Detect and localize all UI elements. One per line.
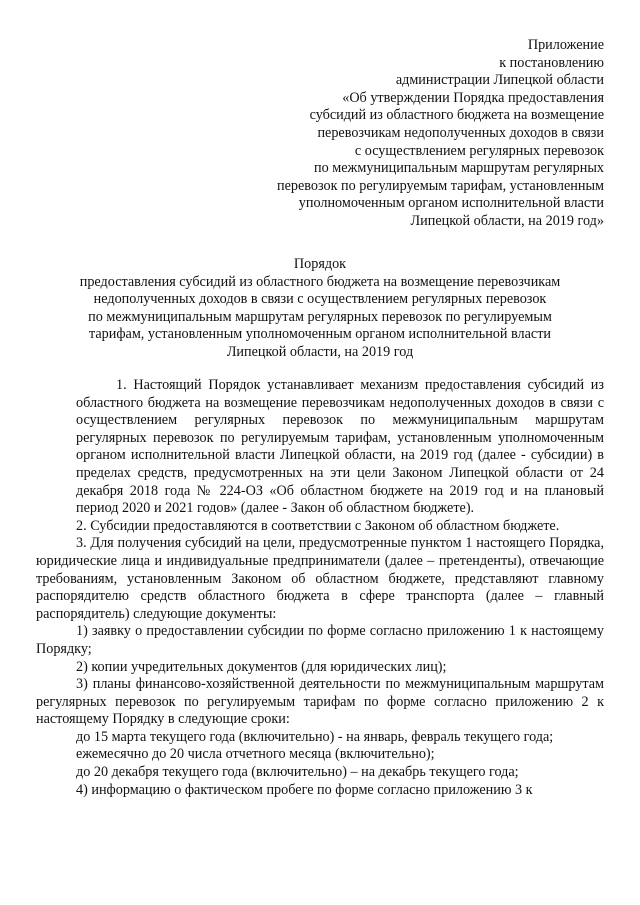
appendix-line: администрации Липецкой области <box>395 72 604 89</box>
list-item-1: 1) заявку о предоставлении субсидии по форме согласно приложению 1 к настоящему Порядку; <box>36 623 604 657</box>
appendix-line: по межмуниципальным маршрутам регулярных <box>314 160 604 177</box>
paragraph-2: 2. Субсидии предоставляются в соответствии с Законом об областном бюджете. <box>76 517 560 534</box>
deadline-item-1: до 15 марта текущего года (включительно) - на январь, февраль текущего года; <box>76 728 554 745</box>
list-item-3: 3) планы финансово-хозяйственной деятельности по межмуниципальным маршрутам регулярных перевозок по регулируемым тарифам по форме согласно приложению 2 к настоящему Порядку в следующие сроки: <box>36 676 604 728</box>
deadline-item-3: до 20 декабря текущего года (включительно) – на декабрь текущего года; <box>76 764 519 781</box>
list-item-4: 4) информацию о фактическом пробеге по форме согласно приложению 3 к <box>76 781 533 798</box>
title-line: Липецкой области, на 2019 год <box>226 343 414 360</box>
paragraph-1: 1. Настоящий Порядок устанавливает механизм предоставления субсидий из областного бюджета на возмещение перевозчикам недополученных доходов в связи с осуществлением регулярных перевозок по межмуниципальным маршрутам регулярных перевозок по регулируемым тарифам, установленным уполномоченным органом исполнительной власти Липецкой области, на 2019 год (далее - субсидии) в пределах средств, предусмотренных на эти цели Законом Липецкой области от 24 декабря 2018 года № 224-ОЗ «Об областном бюджете на 2019 год и на плановый период 2020 и 2021 годов» (далее - Закон об областном бюджете). <box>76 377 604 517</box>
document-title <box>36 256 604 362</box>
deadline-item-2: ежемесячно до 20 числа отчетного месяца (включительно); <box>76 746 435 763</box>
appendix-line: с осуществлением регулярных перевозок <box>354 142 604 159</box>
title-line: недополученных доходов в связи с осуществлением регулярных перевозок <box>93 291 547 308</box>
appendix-line: «Об утверждении Порядка предоставления <box>342 89 604 106</box>
title-heading: Порядок <box>293 256 347 272</box>
title-line: тарифам, установленным уполномоченным органом исполнительной власти <box>88 326 551 343</box>
list-item-2: 2) копии учредительных документов (для юридических лиц); <box>76 658 447 675</box>
title-line: предоставления субсидий из областного бюджета на возмещение перевозчикам <box>79 273 561 290</box>
title-line: по межмуниципальным маршрутам регулярных перевозок по регулируемым <box>88 308 552 325</box>
appendix-line: Липецкой области, на 2019 год» <box>410 212 604 229</box>
appendix-line: Приложение <box>527 37 604 53</box>
paragraph-3: 3. Для получения субсидий на цели, предусмотренные пунктом 1 настоящего Порядка, юридические лица и индивидуальные предприниматели (далее – претенденты), отвечающие требованиям, установленным Законом об областном бюджете, представляют главному распорядителю средств областного бюджета в сфере транспорта (далее – главный распорядитель) следующие документы: <box>36 535 604 622</box>
appendix-line: перевозчикам недополученных доходов в связи <box>317 124 604 141</box>
appendix-line: к постановлению <box>499 54 604 71</box>
appendix-line: перевозок по регулируемым тарифам, установленным <box>276 177 604 194</box>
document-body <box>36 377 604 799</box>
appendix-header <box>277 37 604 231</box>
appendix-line: субсидий из областного бюджета на возмещение <box>309 107 604 124</box>
appendix-line: уполномоченным органом исполнительной власти <box>298 195 604 212</box>
